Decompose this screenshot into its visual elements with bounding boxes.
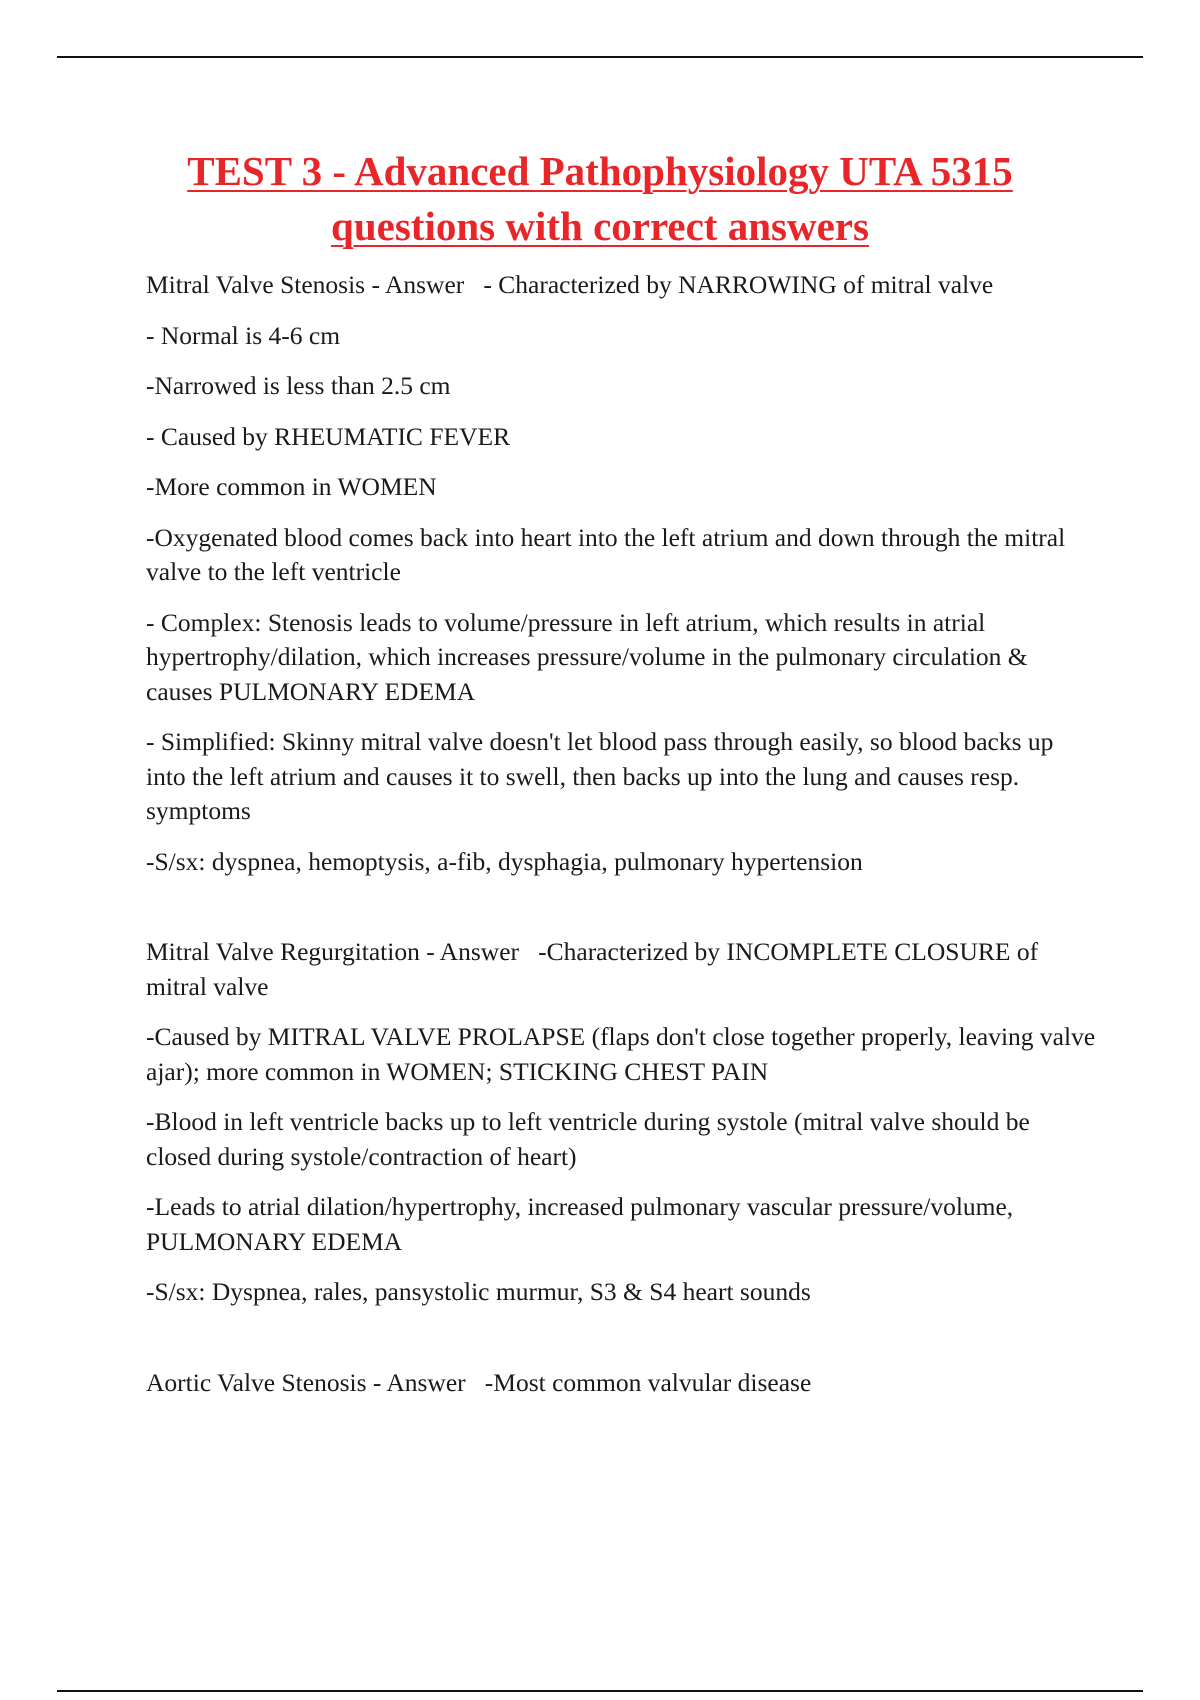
question-term: Mitral Valve Stenosis - Answer [146, 270, 484, 299]
answer-line: - Simplified: Skinny mitral valve doesn't let blood pass through easily, so blood backs up into the left atrium and causes it to swell, then backs up into the lung and causes resp. symptoms [146, 727, 1054, 825]
qa-question-line [146, 1366, 1096, 1401]
answer-line: - Characterized by NARROWING of mitral valve [483, 270, 994, 299]
answer-line: -Caused by MITRAL VALVE PROLAPSE (flaps don't close together properly, leaving valve ajar); more common in WOMEN; STICKING CHEST PAIN [146, 1022, 1096, 1086]
answer-line: - Normal is 4-6 cm [146, 320, 341, 350]
question-term: Mitral Valve Regurgitation - Answer [146, 937, 539, 966]
answer-line: -S/sx: Dyspnea, rales, pansystolic murmur, S3 & S4 heart sounds [146, 1277, 811, 1306]
bottom-rule [57, 1690, 1143, 1692]
answer-line: -Characterized by INCOMPLETE CLOSURE of mitral valve [146, 937, 1039, 1001]
answer-line: -Most common valvular disease [484, 1367, 812, 1397]
answer-line: -Blood in left ventricle backs up to left ventricle during systole (mitral valve should be closed during systole/contraction of heart) [146, 1107, 1030, 1171]
qa-question-line [146, 935, 1096, 1004]
answer-line: -More common in WOMEN [146, 472, 437, 501]
top-rule [57, 56, 1143, 58]
title-line-2: questions with correct answers [331, 203, 869, 249]
document-body [146, 268, 1096, 1416]
answer-line: -Leads to atrial dilation/hypertrophy, increased pulmonary vascular pressure/volume, PULMONARY EDEMA [146, 1192, 1014, 1256]
answer-line: -S/sx: dyspnea, hemoptysis, a-fib, dysphagia, pulmonary hypertension [146, 846, 863, 876]
qa-question-line [146, 268, 1096, 303]
title-line-1: TEST 3 - Advanced Pathophysiology UTA 5315 [187, 148, 1013, 194]
question-term: Aortic Valve Stenosis - Answer [146, 1367, 485, 1397]
answer-line: -Oxygenated blood comes back into heart into the left atrium and down through the mitral valve to the left ventricle [146, 522, 1066, 586]
answer-line: - Complex: Stenosis leads to volume/pressure in left atrium, which results in atrial hypertrophy/dilation, which increases pressure/volume in the pulmonary circulation & causes PULMONARY EDEMA [146, 607, 1028, 706]
answer-line: - Caused by RHEUMATIC FEVER [146, 421, 511, 451]
answer-line: -Narrowed is less than 2.5 cm [146, 371, 451, 400]
page-title [100, 144, 1100, 254]
